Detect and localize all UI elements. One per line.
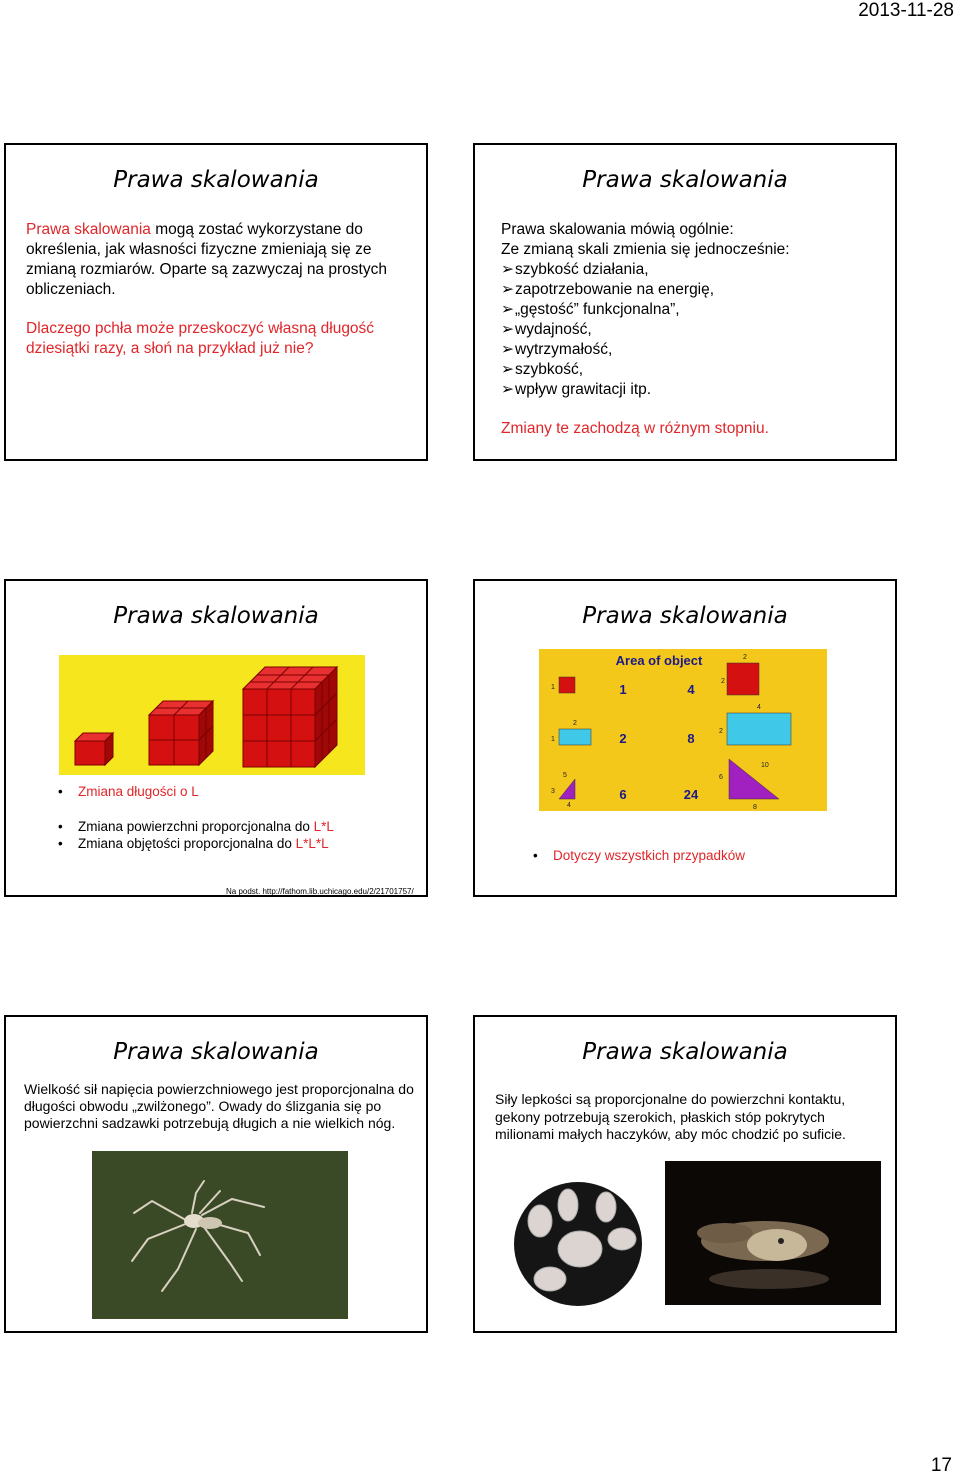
svg-text:8: 8 [753,804,757,811]
svg-text:6: 6 [719,774,723,781]
slide-title: Prawa skalowania [582,167,788,193]
slide-6 [473,1015,897,1333]
area-figure [539,649,827,811]
list-item: ➢ wytrzymałość, [501,340,891,360]
svg-text:4: 4 [757,704,761,711]
question-text: Dlaczego pchła może przeskoczyć własną długość dziesiątki razy, a słoń na przykład już nie? [26,320,375,357]
slide-paragraph [26,220,416,300]
svg-text:2: 2 [743,654,747,661]
page-number: 17 [930,1455,952,1476]
slide-body [501,220,891,400]
bullet-text: Dotyczy wszystkich przypadków [553,848,746,863]
small-rectangle [559,729,591,745]
cube-small [75,733,113,765]
document-date: 2013-11-28 [858,0,954,21]
area-value-large: 4 [687,682,695,697]
slide-text: Wielkość sił napięcia powierzchniowego jest proporcjonalna do długości obwodu „zwilżonego”. Owady do ślizgania się po powierzchni sadzawki potrzebują długich a nie wielkich nóg. [24,1081,414,1131]
svg-text:2: 2 [573,720,577,727]
bullet-text: Zmiana objętości proporcjonalna do [78,836,296,851]
slide-4 [473,579,897,897]
svg-text:3: 3 [551,788,555,795]
slide-3 [4,579,428,897]
formula-text: L*L*L [295,836,329,851]
water-strider-photo [92,1151,348,1319]
summary-text: Zmiany te zachodzą w różnym stopniu. [501,420,769,437]
property-list [501,260,891,400]
intro-line: Prawa skalowania mówią ogólnie: [501,221,734,238]
highlight-text: Prawa skalowania [26,221,151,238]
slide-2 [473,143,897,461]
area-value-large: 8 [687,731,695,746]
bullet-item: • Zmiana długości o L [58,784,199,799]
slide-5 [4,1015,428,1333]
bullet-text: Zmiana długości o L [78,784,199,799]
bullet-item: • Dotyczy wszystkich przypadków [533,848,746,863]
figure-title: Area of object [615,653,703,668]
intro-line: Ze zmianą skali zmienia się jednocześnie: [501,241,790,258]
svg-text:5: 5 [563,772,567,779]
slide-title: Prawa skalowania [582,603,788,629]
svg-text:2: 2 [721,678,725,685]
area-value-small: 6 [619,787,627,802]
formula-text: L*L [313,819,334,834]
small-square [559,677,575,693]
list-item: ➢ „gęstość” funkcjonalna”, [501,300,891,320]
slide-title: Prawa skalowania [113,603,319,629]
svg-text:10: 10 [761,762,769,769]
bullet-item: • Zmiana powierzchni proporcjonalna do L*L [58,819,334,834]
cube-large [243,667,337,767]
large-rectangle [727,713,791,745]
svg-text:2: 2 [719,728,723,735]
list-item: ➢ szybkość działania, [501,260,891,280]
slide-title: Prawa skalowania [113,1039,319,1065]
list-item: ➢ wydajność, [501,320,891,340]
paragraph-text: mogą zostać wykorzystane do określenia, jak własności fizyczne zmieniają się ze zmianą rozmiarów. Oparte są zazwyczaj na prostych obliczeniach. [26,221,387,298]
svg-text:1: 1 [551,736,555,743]
cube-medium [149,701,213,765]
bullet-item: • Zmiana objętości proporcjonalna do L*L*L [58,836,329,851]
large-square [727,663,759,695]
list-item: ➢ szybkość, [501,360,891,380]
area-value-large: 24 [683,787,699,802]
slide-title: Prawa skalowania [582,1039,788,1065]
area-value-small: 2 [619,731,627,746]
svg-text:1: 1 [551,684,555,691]
svg-text:4: 4 [567,802,571,809]
cubes-figure [59,655,365,775]
gecko-foot-photo [510,1177,646,1311]
slide-1 [4,143,428,461]
slide-title: Prawa skalowania [113,167,319,193]
bullet-text: Zmiana powierzchni proporcjonalna do [78,819,314,834]
slide-text: Siły lepkości są proporcjonalne do powierzchni kontaktu, gekony potrzebują szerokich, płaskich stóp pokrytych milionami małych haczyków, aby móc chodzić po suficie. [495,1091,846,1142]
source-note: Na podst. http://fathom.lib.uchicago.edu/2/21701757/ [226,887,414,896]
list-item: ➢ zapotrzebowanie na energię, [501,280,891,300]
gecko-photo [665,1161,881,1305]
list-item: ➢ wpływ grawitacji itp. [501,380,891,400]
area-value-small: 1 [619,682,627,697]
